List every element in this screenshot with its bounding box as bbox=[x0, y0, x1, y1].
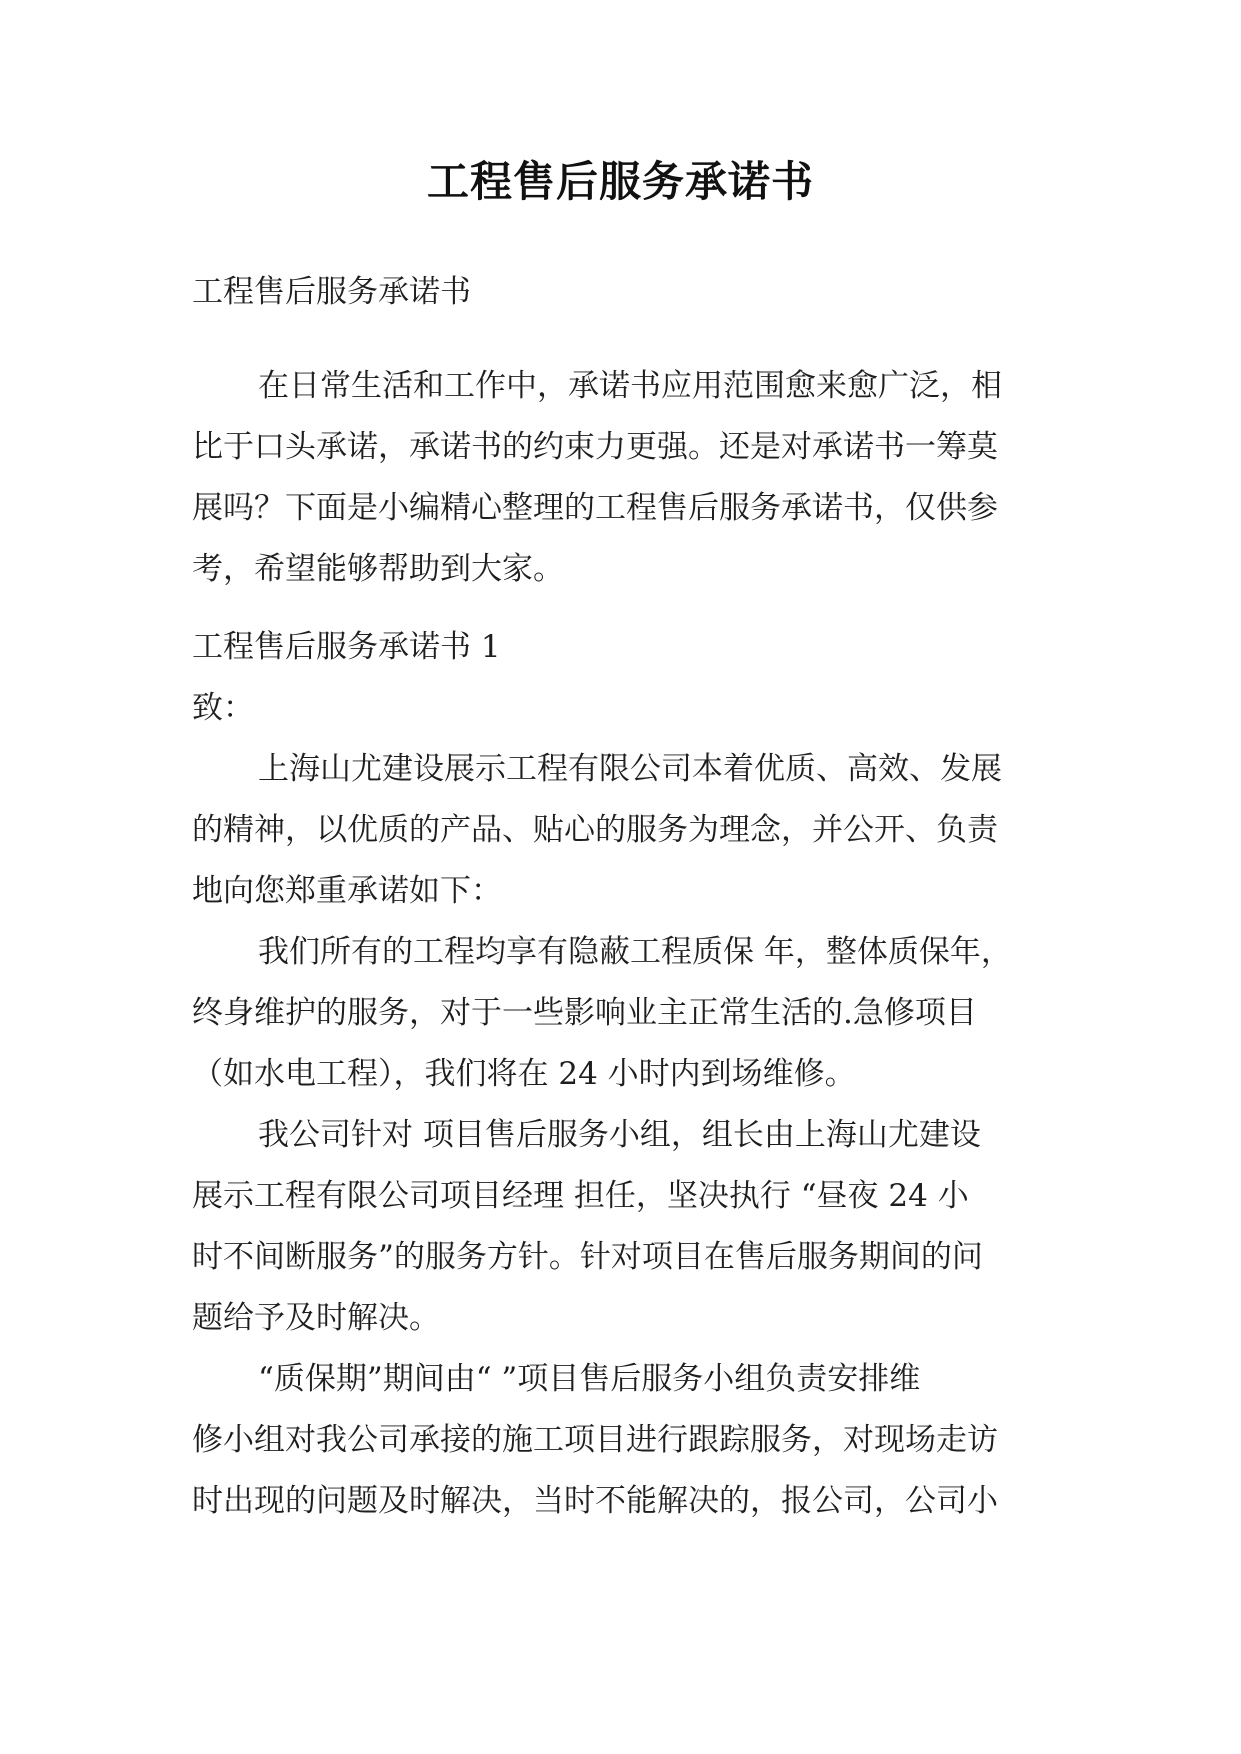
intro-line: 在日常生活和工作中，承诺书应用范围愈来愈广泛，相 bbox=[258, 368, 1002, 404]
paragraph-1-line: 上海山尤建设展示工程有限公司本着优质、高效、发展 bbox=[258, 751, 1002, 787]
paragraph-2-line: 终身维护的服务，对于一些影响业主正常生活的.急修项目 bbox=[192, 995, 977, 1031]
paragraph-3-line: 我公司针对 项目售后服务小组，组长由上海山尤建设 bbox=[258, 1117, 981, 1153]
paragraph-3-line: 展示工程有限公司项目经理 担任，坚决执行 “昼夜 24 小 bbox=[192, 1178, 969, 1214]
intro-line: 比于口头承诺，承诺书的约束力更强。还是对承诺书一筹莫 bbox=[192, 429, 998, 465]
intro-paragraph bbox=[192, 356, 1052, 600]
section-1 bbox=[192, 617, 1052, 1532]
intro-line: 考，希望能够帮助到大家。 bbox=[192, 551, 564, 587]
paragraph-1-line: 的精神，以优质的产品、贴心的服务为理念，并公开、负责 bbox=[192, 812, 998, 848]
subtitle-text: 工程售后服务承诺书 bbox=[192, 274, 471, 310]
intro-line: 展吗？下面是小编精心整理的工程售后服务承诺书，仅供参 bbox=[192, 490, 998, 526]
paragraph-4-line: 修小组对我公司承接的施工项目进行跟踪服务，对现场走访 bbox=[192, 1422, 998, 1458]
salutation: 致： bbox=[192, 690, 254, 726]
paragraph-4-line: “质保期”期间由“ ”项目售后服务小组负责安排维 bbox=[258, 1361, 921, 1397]
paragraph-3-line: 题给予及时解决。 bbox=[192, 1300, 440, 1336]
paragraph-3-line: 时不间断服务”的服务方针。针对项目在售后服务期间的问 bbox=[192, 1239, 983, 1275]
section-1-heading: 工程售后服务承诺书 1 bbox=[192, 629, 501, 665]
document-subtitle bbox=[192, 262, 1052, 323]
paragraph-4-line: 时出现的问题及时解决，当时不能解决的，报公司，公司小 bbox=[192, 1483, 998, 1519]
paragraph-1-line: 地向您郑重承诺如下： bbox=[192, 873, 502, 909]
paragraph-2-line: 我们所有的工程均享有隐蔽工程质保 年，整体质保年， bbox=[258, 934, 1012, 970]
document-title: 工程售后服务承诺书 bbox=[426, 157, 814, 206]
paragraph-2-line: （如水电工程），我们将在 24 小时内到场维修。 bbox=[192, 1056, 856, 1092]
